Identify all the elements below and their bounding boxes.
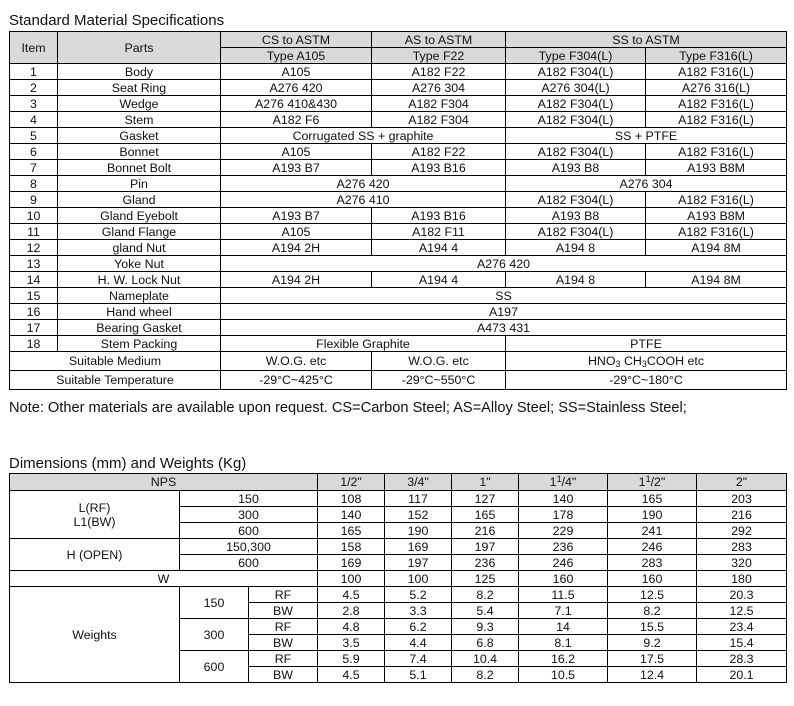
material-cs-as-cell: A276 410	[221, 192, 506, 208]
part-name-cell: Seat Ring	[58, 80, 221, 96]
value-cell: 4.5	[318, 587, 385, 603]
material-spec-table	[9, 31, 787, 390]
part-name-cell: Body	[58, 64, 221, 80]
temperature-label: Suitable Temperature	[10, 371, 221, 390]
value-cell: 229	[519, 523, 608, 539]
value-cell: 158	[318, 539, 385, 555]
value-cell: 180	[697, 571, 787, 587]
material-as-cell: A193 B16	[372, 208, 506, 224]
value-cell: 8.2	[452, 667, 519, 683]
item-number-cell: 15	[10, 288, 58, 304]
item-number-cell: 18	[10, 336, 58, 352]
material-all-cell: A473 431	[221, 320, 787, 336]
height-label: H (OPEN)	[10, 539, 180, 571]
temperature-cs: -29°C~425°C	[221, 371, 372, 390]
size-header-4: $1^1/4$"	[519, 474, 608, 491]
material-cs-cell: A105	[221, 224, 372, 240]
rf-label-cell: RF	[249, 619, 318, 635]
value-cell: 4.8	[318, 619, 385, 635]
value-cell: 17.5	[608, 651, 697, 667]
material-ss316-cell: A194 8M	[646, 272, 787, 288]
nps-header: NPS	[10, 474, 318, 491]
material-cs-as-cell: A276 420	[221, 176, 506, 192]
part-name-cell: Hand wheel	[58, 304, 221, 320]
part-name-cell: Wedge	[58, 96, 221, 112]
item-number-cell: 2	[10, 80, 58, 96]
height-row	[10, 539, 787, 555]
part-name-cell: Bonnet	[58, 144, 221, 160]
ss304-type-header: Type F304(L)	[506, 48, 646, 64]
material-ss316-cell: A194 8M	[646, 240, 787, 256]
medium-label: Suitable Medium	[10, 352, 221, 371]
value-cell: 7.4	[385, 651, 452, 667]
value-cell: 15.5	[608, 619, 697, 635]
part-name-cell: H. W. Lock Nut	[58, 272, 221, 288]
value-cell: 10.4	[452, 651, 519, 667]
material-ss304-cell: A193 B8	[506, 160, 646, 176]
value-cell: 283	[697, 539, 787, 555]
value-cell: 216	[697, 507, 787, 523]
value-cell: 16.2	[519, 651, 608, 667]
temperature-row	[10, 371, 787, 390]
spec-row	[10, 224, 787, 240]
value-cell: 190	[608, 507, 697, 523]
weights-label: Weights	[10, 587, 180, 683]
dims-header-row	[10, 474, 787, 491]
spec-row	[10, 272, 787, 288]
part-name-cell: Bonnet Bolt	[58, 160, 221, 176]
value-cell: 9.3	[452, 619, 519, 635]
length-row	[10, 491, 787, 507]
value-cell: 6.2	[385, 619, 452, 635]
value-cell: 5.2	[385, 587, 452, 603]
part-name-cell: Gasket	[58, 128, 221, 144]
value-cell: 6.8	[452, 635, 519, 651]
material-ss304-cell: A182 F304(L)	[506, 192, 646, 208]
material-cs-cell: A105	[221, 144, 372, 160]
bw-label-cell: BW	[249, 603, 318, 619]
item-number-cell: 12	[10, 240, 58, 256]
value-cell: 203	[697, 491, 787, 507]
value-cell: 169	[318, 555, 385, 571]
value-cell: 108	[318, 491, 385, 507]
spec-row	[10, 176, 787, 192]
material-ss304-cell: A182 F304(L)	[506, 96, 646, 112]
value-cell: 197	[452, 539, 519, 555]
as-type-header: Type F22	[372, 48, 506, 64]
value-cell: 12.5	[697, 603, 787, 619]
material-as-cell: A182 F22	[372, 144, 506, 160]
spec-row	[10, 64, 787, 80]
pressure-class-cell: 600	[180, 523, 318, 539]
material-ss304-cell: A182 F304(L)	[506, 144, 646, 160]
item-number-cell: 10	[10, 208, 58, 224]
material-ss316-cell: A182 F316(L)	[646, 96, 787, 112]
size-header-3: 1"	[452, 474, 519, 491]
spec-row	[10, 208, 787, 224]
width-row	[10, 571, 787, 587]
material-ss316-cell: A193 B8M	[646, 160, 787, 176]
material-cs-cell: A276 420	[221, 80, 372, 96]
material-as-cell: A193 B16	[372, 160, 506, 176]
medium-row	[10, 352, 787, 371]
pressure-class-cell: 600	[180, 651, 249, 683]
material-ss-cell: PTFE	[506, 336, 787, 352]
item-number-cell: 9	[10, 192, 58, 208]
width-label: W	[10, 571, 318, 587]
value-cell: 236	[452, 555, 519, 571]
dimensions-title: Dimensions (mm) and Weights (Kg)	[9, 455, 247, 472]
value-cell: 15.4	[697, 635, 787, 651]
as-header: AS to ASTM	[372, 32, 506, 48]
spec-row	[10, 96, 787, 112]
part-name-cell: Gland Eyebolt	[58, 208, 221, 224]
ss-header: SS to ASTM	[506, 32, 787, 48]
material-ss316-cell: A182 F316(L)	[646, 144, 787, 160]
value-cell: 28.3	[697, 651, 787, 667]
item-number-cell: 11	[10, 224, 58, 240]
value-cell: 10.5	[519, 667, 608, 683]
material-cs-cell: A193 B7	[221, 160, 372, 176]
value-cell: 3.5	[318, 635, 385, 651]
value-cell: 216	[452, 523, 519, 539]
value-cell: 246	[519, 555, 608, 571]
material-ss316-cell: A182 F316(L)	[646, 64, 787, 80]
value-cell: 292	[697, 523, 787, 539]
material-all-cell: A197	[221, 304, 787, 320]
value-cell: 14	[519, 619, 608, 635]
part-name-cell: Stem	[58, 112, 221, 128]
value-cell: 169	[385, 539, 452, 555]
material-cs-cell: A194 2H	[221, 272, 372, 288]
material-as-cell: A194 4	[372, 272, 506, 288]
size-header-5: $1^1/2$"	[608, 474, 697, 491]
material-ss316-cell: A182 F316(L)	[646, 224, 787, 240]
item-number-cell: 6	[10, 144, 58, 160]
length-label-rf: L(RF)	[78, 500, 111, 515]
rf-label-cell: RF	[249, 651, 318, 667]
material-cs-cell: A105	[221, 64, 372, 80]
cs-header: CS to ASTM	[221, 32, 372, 48]
material-ss304-cell: A182 F304(L)	[506, 224, 646, 240]
value-cell: 12.4	[608, 667, 697, 683]
material-ss304-cell: A182 F304(L)	[506, 112, 646, 128]
material-ss304-cell: A276 304(L)	[506, 80, 646, 96]
temperature-as: -29°C~550°C	[372, 371, 506, 390]
value-cell: 20.3	[697, 587, 787, 603]
pressure-class-cell: 300	[180, 619, 249, 651]
bw-label-cell: BW	[249, 667, 318, 683]
item-number-cell: 13	[10, 256, 58, 272]
item-header: Item	[10, 32, 58, 64]
item-number-cell: 8	[10, 176, 58, 192]
item-number-cell: 4	[10, 112, 58, 128]
length-label	[10, 491, 180, 539]
value-cell: 12.5	[608, 587, 697, 603]
material-ss316-cell: A276 316(L)	[646, 80, 787, 96]
size-header-6: 2"	[697, 474, 787, 491]
value-cell: 165	[452, 507, 519, 523]
value-cell: 320	[697, 555, 787, 571]
temperature-ss: -29°C~180°C	[506, 371, 787, 390]
value-cell: 190	[385, 523, 452, 539]
value-cell: 241	[608, 523, 697, 539]
part-name-cell: Stem Packing	[58, 336, 221, 352]
item-number-cell: 7	[10, 160, 58, 176]
value-cell: 160	[519, 571, 608, 587]
material-ss316-cell: A193 B8M	[646, 208, 787, 224]
spec-row	[10, 336, 787, 352]
spec-row	[10, 288, 787, 304]
value-cell: 140	[519, 491, 608, 507]
item-number-cell: 3	[10, 96, 58, 112]
part-name-cell: Yoke Nut	[58, 256, 221, 272]
material-ss316-cell: A182 F316(L)	[646, 192, 787, 208]
value-cell: 160	[608, 571, 697, 587]
value-cell: 7.1	[519, 603, 608, 619]
value-cell: 9.2	[608, 635, 697, 651]
value-cell: 165	[608, 491, 697, 507]
medium-cs: W.O.G. etc	[221, 352, 372, 371]
value-cell: 246	[608, 539, 697, 555]
value-cell: 236	[519, 539, 608, 555]
value-cell: 127	[452, 491, 519, 507]
material-ss316-cell: A182 F316(L)	[646, 112, 787, 128]
pressure-class-cell: 150,300	[180, 539, 318, 555]
part-name-cell: gland Nut	[58, 240, 221, 256]
value-cell: 117	[385, 491, 452, 507]
pressure-class-cell: 150	[180, 491, 318, 507]
material-cs-cell: A194 2H	[221, 240, 372, 256]
value-cell: 197	[385, 555, 452, 571]
material-ss304-cell: A194 8	[506, 272, 646, 288]
value-cell: 2.8	[318, 603, 385, 619]
part-name-cell: Gland	[58, 192, 221, 208]
material-cs-as-cell: Flexible Graphite	[221, 336, 506, 352]
value-cell: 100	[318, 571, 385, 587]
material-as-cell: A182 F22	[372, 64, 506, 80]
value-cell: 11.5	[519, 587, 608, 603]
spec-header-row-1	[10, 32, 787, 48]
value-cell: 5.4	[452, 603, 519, 619]
material-ss304-cell: A194 8	[506, 240, 646, 256]
value-cell: 140	[318, 507, 385, 523]
part-name-cell: Bearing Gasket	[58, 320, 221, 336]
weight-rf-row	[10, 587, 787, 603]
pressure-class-cell: 150	[180, 587, 249, 619]
spec-row	[10, 192, 787, 208]
value-cell: 3.3	[385, 603, 452, 619]
material-ss304-cell: A193 B8	[506, 208, 646, 224]
spec-row	[10, 256, 787, 272]
material-cs-as-cell: Corrugated SS + graphite	[221, 128, 506, 144]
value-cell: 100	[385, 571, 452, 587]
item-number-cell: 16	[10, 304, 58, 320]
material-ss-cell: SS + PTFE	[506, 128, 787, 144]
spec-title: Standard Material Specifications	[9, 12, 225, 29]
part-name-cell: Nameplate	[58, 288, 221, 304]
value-cell: 5.9	[318, 651, 385, 667]
material-ss304-cell: A182 F304(L)	[506, 64, 646, 80]
material-as-cell: A194 4	[372, 240, 506, 256]
spec-row	[10, 304, 787, 320]
value-cell: 8.2	[452, 587, 519, 603]
value-cell: 165	[318, 523, 385, 539]
value-cell: 4.5	[318, 667, 385, 683]
value-cell: 4.4	[385, 635, 452, 651]
material-cs-cell: A276 410&430	[221, 96, 372, 112]
material-all-cell: SS	[221, 288, 787, 304]
item-number-cell: 1	[10, 64, 58, 80]
spec-row	[10, 80, 787, 96]
bw-label-cell: BW	[249, 635, 318, 651]
value-cell: 8.2	[608, 603, 697, 619]
value-cell: 5.1	[385, 667, 452, 683]
material-ss-cell: A276 304	[506, 176, 787, 192]
value-cell: 178	[519, 507, 608, 523]
material-as-cell: A182 F304	[372, 112, 506, 128]
spec-row	[10, 320, 787, 336]
parts-header: Parts	[58, 32, 221, 64]
material-cs-cell: A193 B7	[221, 208, 372, 224]
material-as-cell: A182 F304	[372, 96, 506, 112]
value-cell: 152	[385, 507, 452, 523]
length-label-bw: L1(BW)	[73, 514, 116, 529]
rf-label-cell: RF	[249, 587, 318, 603]
material-cs-cell: A182 F6	[221, 112, 372, 128]
spec-row	[10, 144, 787, 160]
materials-note: Note: Other materials are available upon request. CS=Carbon Steel; AS=Alloy Steel; SS=Stainless Steel;	[9, 400, 687, 416]
item-number-cell: 17	[10, 320, 58, 336]
ss316-type-header: Type F316(L)	[646, 48, 787, 64]
cs-type-header: Type A105	[221, 48, 372, 64]
spec-row	[10, 160, 787, 176]
value-cell: 283	[608, 555, 697, 571]
medium-ss: $HNO_3$ $CH_3COOH$ etc	[506, 352, 787, 371]
item-number-cell: 14	[10, 272, 58, 288]
part-name-cell: Gland Flange	[58, 224, 221, 240]
material-all-cell: A276 420	[221, 256, 787, 272]
value-cell: 125	[452, 571, 519, 587]
dimensions-table	[9, 473, 787, 683]
part-name-cell: Pin	[58, 176, 221, 192]
value-cell: 20.1	[697, 667, 787, 683]
size-header-2: 3/4"	[385, 474, 452, 491]
item-number-cell: 5	[10, 128, 58, 144]
value-cell: 23.4	[697, 619, 787, 635]
spec-row	[10, 112, 787, 128]
value-cell: 8.1	[519, 635, 608, 651]
pressure-class-cell: 600	[180, 555, 318, 571]
medium-as: W.O.G. etc	[372, 352, 506, 371]
spec-row	[10, 128, 787, 144]
material-as-cell: A182 F11	[372, 224, 506, 240]
material-as-cell: A276 304	[372, 80, 506, 96]
spec-row	[10, 240, 787, 256]
pressure-class-cell: 300	[180, 507, 318, 523]
size-header-1: 1/2"	[318, 474, 385, 491]
